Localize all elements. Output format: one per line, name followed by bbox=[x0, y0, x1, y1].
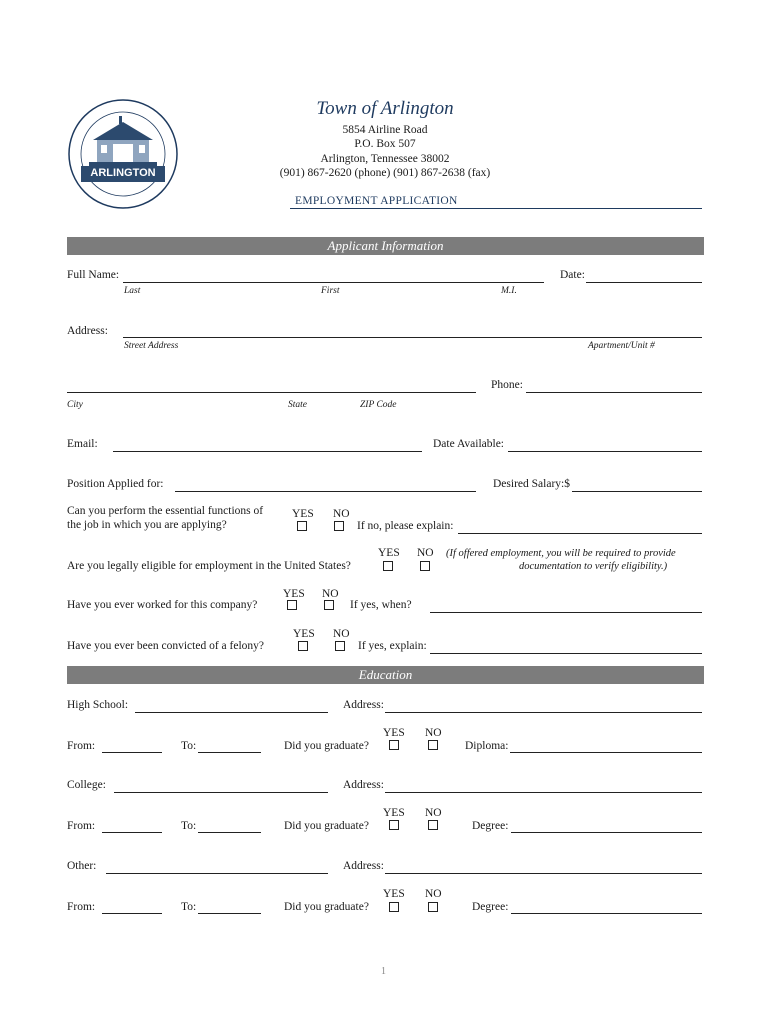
date-available-field[interactable] bbox=[508, 451, 702, 452]
q1-no-checkbox[interactable] bbox=[334, 521, 344, 531]
email-field[interactable] bbox=[113, 451, 422, 452]
college-no-checkbox[interactable] bbox=[428, 820, 438, 830]
college-degree-label: Degree: bbox=[472, 820, 509, 832]
phone-label: Phone: bbox=[491, 379, 523, 391]
date-available-label: Date Available: bbox=[433, 438, 504, 450]
q4-yes-checkbox[interactable] bbox=[298, 641, 308, 651]
q3-text: Have you ever worked for this company? bbox=[67, 599, 258, 611]
address-line1: 5854 Airline Road bbox=[342, 124, 428, 136]
other-yes-checkbox[interactable] bbox=[389, 902, 399, 912]
address-label: Address: bbox=[67, 325, 108, 337]
college-graduate-label: Did you graduate? bbox=[284, 820, 369, 832]
q3-yes-label: YES bbox=[283, 588, 305, 600]
q3-when-label: If yes, when? bbox=[350, 599, 412, 611]
other-address-field[interactable] bbox=[385, 873, 702, 874]
q2-no-label: NO bbox=[417, 547, 434, 559]
q3-yes-checkbox[interactable] bbox=[287, 600, 297, 610]
q1-yes-label: YES bbox=[292, 508, 314, 520]
phone-field[interactable] bbox=[526, 392, 702, 393]
college-from-field[interactable] bbox=[102, 832, 162, 833]
hs-to-field[interactable] bbox=[198, 752, 261, 753]
other-no-label: NO bbox=[425, 888, 442, 900]
high-school-address-label: Address: bbox=[343, 699, 384, 711]
other-address-label: Address: bbox=[343, 860, 384, 872]
q3-when-field[interactable] bbox=[430, 612, 702, 613]
other-to-field[interactable] bbox=[198, 913, 261, 914]
date-field[interactable] bbox=[586, 282, 702, 283]
diploma-label: Diploma: bbox=[465, 740, 509, 752]
other-to-label: To: bbox=[181, 901, 197, 913]
q2-yes-checkbox[interactable] bbox=[383, 561, 393, 571]
college-from-label: From: bbox=[67, 820, 96, 832]
seal-town-name: ARLINGTON bbox=[90, 167, 156, 179]
address-line2: P.O. Box 507 bbox=[354, 138, 416, 150]
other-no-checkbox[interactable] bbox=[428, 902, 438, 912]
other-label: Other: bbox=[67, 860, 97, 872]
desired-salary-field[interactable] bbox=[572, 491, 702, 492]
other-field[interactable] bbox=[106, 873, 328, 874]
desired-salary-label: Desired Salary:$ bbox=[493, 478, 570, 490]
college-yes-label: YES bbox=[383, 807, 405, 819]
city-hint: City bbox=[67, 400, 83, 410]
college-address-label: Address: bbox=[343, 779, 384, 791]
q1-yes-checkbox[interactable] bbox=[297, 521, 307, 531]
city-state-zip-field[interactable] bbox=[67, 392, 476, 393]
phone-line: (901) 867-2620 (phone) (901) 867-2638 (fax) bbox=[279, 167, 491, 179]
town-seal-logo bbox=[67, 98, 179, 210]
q4-yes-label: YES bbox=[293, 628, 315, 640]
page-number: 1 bbox=[381, 966, 386, 977]
org-name: Town of Arlington bbox=[316, 98, 454, 119]
applicant-info-heading: Applicant Information bbox=[327, 238, 444, 253]
q4-no-checkbox[interactable] bbox=[335, 641, 345, 651]
last-name-hint: Last bbox=[124, 286, 141, 296]
title-rule bbox=[290, 208, 702, 209]
street-address-hint: Street Address bbox=[124, 341, 179, 351]
q4-no-label: NO bbox=[333, 628, 350, 640]
hs-no-checkbox[interactable] bbox=[428, 740, 438, 750]
q3-no-label: NO bbox=[322, 588, 339, 600]
other-from-field[interactable] bbox=[102, 913, 162, 914]
other-yes-label: YES bbox=[383, 888, 405, 900]
q2-no-checkbox[interactable] bbox=[420, 561, 430, 571]
q4-text: Have you ever been convicted of a felony? bbox=[67, 640, 265, 652]
hs-to-label: To: bbox=[181, 740, 197, 752]
middle-initial-hint: M.I. bbox=[501, 286, 517, 296]
position-field[interactable] bbox=[175, 491, 476, 492]
full-name-field[interactable] bbox=[123, 282, 544, 283]
q1-explain-label: If no, please explain: bbox=[357, 520, 454, 532]
college-field[interactable] bbox=[114, 792, 328, 793]
college-no-label: NO bbox=[425, 807, 442, 819]
hs-no-label: NO bbox=[425, 727, 442, 739]
other-degree-field[interactable] bbox=[511, 913, 702, 914]
college-to-label: To: bbox=[181, 820, 197, 832]
state-hint: State bbox=[288, 400, 307, 410]
q1-explain-field[interactable] bbox=[458, 533, 702, 534]
hs-from-field[interactable] bbox=[102, 752, 162, 753]
other-degree-label: Degree: bbox=[472, 901, 509, 913]
position-label: Position Applied for: bbox=[67, 478, 164, 490]
q1-text-line2: the job in which you are applying? bbox=[67, 519, 227, 531]
education-heading: Education bbox=[358, 667, 413, 682]
q2-text: Are you legally eligible for employment in the United States? bbox=[67, 560, 351, 572]
email-label: Email: bbox=[67, 438, 98, 450]
applicant-info-banner bbox=[67, 237, 704, 255]
q4-explain-field[interactable] bbox=[430, 653, 702, 654]
college-label: College: bbox=[67, 779, 106, 791]
apartment-hint: Apartment/Unit # bbox=[588, 341, 655, 351]
form-title: EMPLOYMENT APPLICATION bbox=[295, 195, 458, 207]
hs-graduate-label: Did you graduate? bbox=[284, 740, 369, 752]
zip-hint: ZIP Code bbox=[360, 400, 397, 410]
q2-note-line1: (If offered employment, you will be required to provide bbox=[446, 548, 676, 559]
education-banner bbox=[67, 666, 704, 684]
college-to-field[interactable] bbox=[198, 832, 261, 833]
full-name-label: Full Name: bbox=[67, 269, 120, 281]
q4-explain-label: If yes, explain: bbox=[358, 640, 427, 652]
first-name-hint: First bbox=[321, 286, 340, 296]
other-from-label: From: bbox=[67, 901, 96, 913]
high-school-label: High School: bbox=[67, 699, 129, 711]
hs-yes-checkbox[interactable] bbox=[389, 740, 399, 750]
college-degree-field[interactable] bbox=[511, 832, 702, 833]
date-label: Date: bbox=[560, 269, 585, 281]
address-line3: Arlington, Tennessee 38002 bbox=[320, 153, 450, 165]
q2-note-line2: documentation to verify eligibility.) bbox=[519, 561, 668, 572]
q1-no-label: NO bbox=[333, 508, 350, 520]
high-school-field[interactable] bbox=[135, 712, 328, 713]
college-yes-checkbox[interactable] bbox=[389, 820, 399, 830]
other-graduate-label: Did you graduate? bbox=[284, 901, 369, 913]
hs-yes-label: YES bbox=[383, 727, 405, 739]
hs-from-label: From: bbox=[67, 740, 96, 752]
seal-graphic bbox=[67, 98, 179, 210]
college-address-field[interactable] bbox=[385, 792, 702, 793]
high-school-address-field[interactable] bbox=[385, 712, 702, 713]
diploma-field[interactable] bbox=[510, 752, 702, 753]
address-field[interactable] bbox=[123, 337, 702, 338]
q1-text-line1: Can you perform the essential functions of bbox=[67, 505, 264, 517]
q2-yes-label: YES bbox=[378, 547, 400, 559]
q3-no-checkbox[interactable] bbox=[324, 600, 334, 610]
